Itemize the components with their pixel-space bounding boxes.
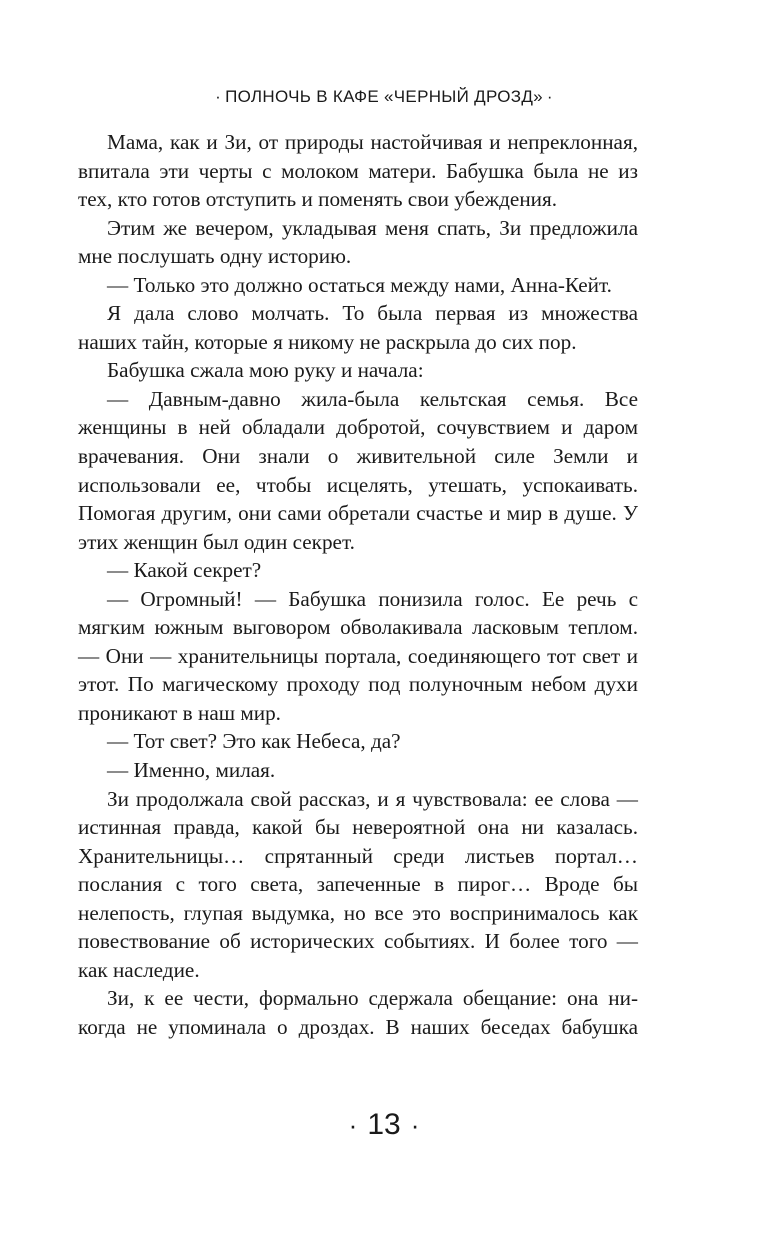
paragraph: Зи продолжала свой рассказ, и я чувствовала: ее слова — истинная правда, какой бы невероятной она ни казалась. Хранительницы… спрятанный среди листьев портал… послания с того света, запеченные в пирог… Вроде бы нелепость, глупая выдумка, но все это воспринималось как повествование об исторических событиях. И более того — как наследие. [78, 786, 638, 982]
paragraph: Я дала слово молчать. То была первая из множества наших тайн, которые я никому не раскрыла до сих пор. [78, 301, 638, 354]
running-head-dot-left: · [215, 87, 222, 106]
page-folio [0, 1107, 768, 1143]
paragraph: Мама, как и Зи, от природы настойчивая и непреклонная, впитала эти черты с молоком матери. Бабушка была не из тех, кто готов отступить и поменять свои убеждения. [78, 130, 638, 212]
paragraph: — Тот свет? Это как Небеса, да? [107, 729, 401, 754]
paragraph: — Только это должно остаться между нами, Анна-Кейт. [107, 272, 612, 297]
folio-dot-right: · [410, 1110, 420, 1140]
paragraph: Этим же вечером, укладывая меня спать, Зи предложила мне послушать одну историю. [78, 215, 638, 269]
body-text [78, 128, 638, 1042]
paragraph: — Какой секрет? [107, 558, 262, 583]
page-number: 13 [367, 1108, 401, 1141]
paragraph: — Давным-давно жила-была кельтская семья. Все женщины в ней обладали добротой, сочувствием и даром врачевания. Они знали о живительной силе Земли и использовали ее, чтобы исцелять, утешать, успокаивать. Помогая другим, они сами обретали счастье и мир в душе. У этих женщин был один секрет. [78, 386, 638, 554]
running-head [0, 86, 768, 108]
paragraph: Бабушка сжала мою руку и начала: [107, 358, 424, 383]
paragraph-last: Зи, к ее чести, формально сдержала обещание: она никогда не упоминала о дроздах. В наших беседах бабушка [78, 986, 638, 1039]
running-head-title: ПОЛНОЧЬ В КАФЕ «ЧЕРНЫЙ ДРОЗД» [225, 87, 543, 106]
paragraph: — Именно, милая. [107, 758, 276, 783]
folio-dot-left: · [348, 1110, 358, 1140]
running-head-dot-right: · [546, 87, 553, 106]
paragraph: — Огромный! — Бабушка понизила голос. Ее речь с мягким южным выговором обволакивала ласковым теплом. — Они — хранительницы портала, соединяющего тот свет и этот. По магическому проходу под полуночным небом духи проникают в наш мир. [78, 586, 638, 725]
